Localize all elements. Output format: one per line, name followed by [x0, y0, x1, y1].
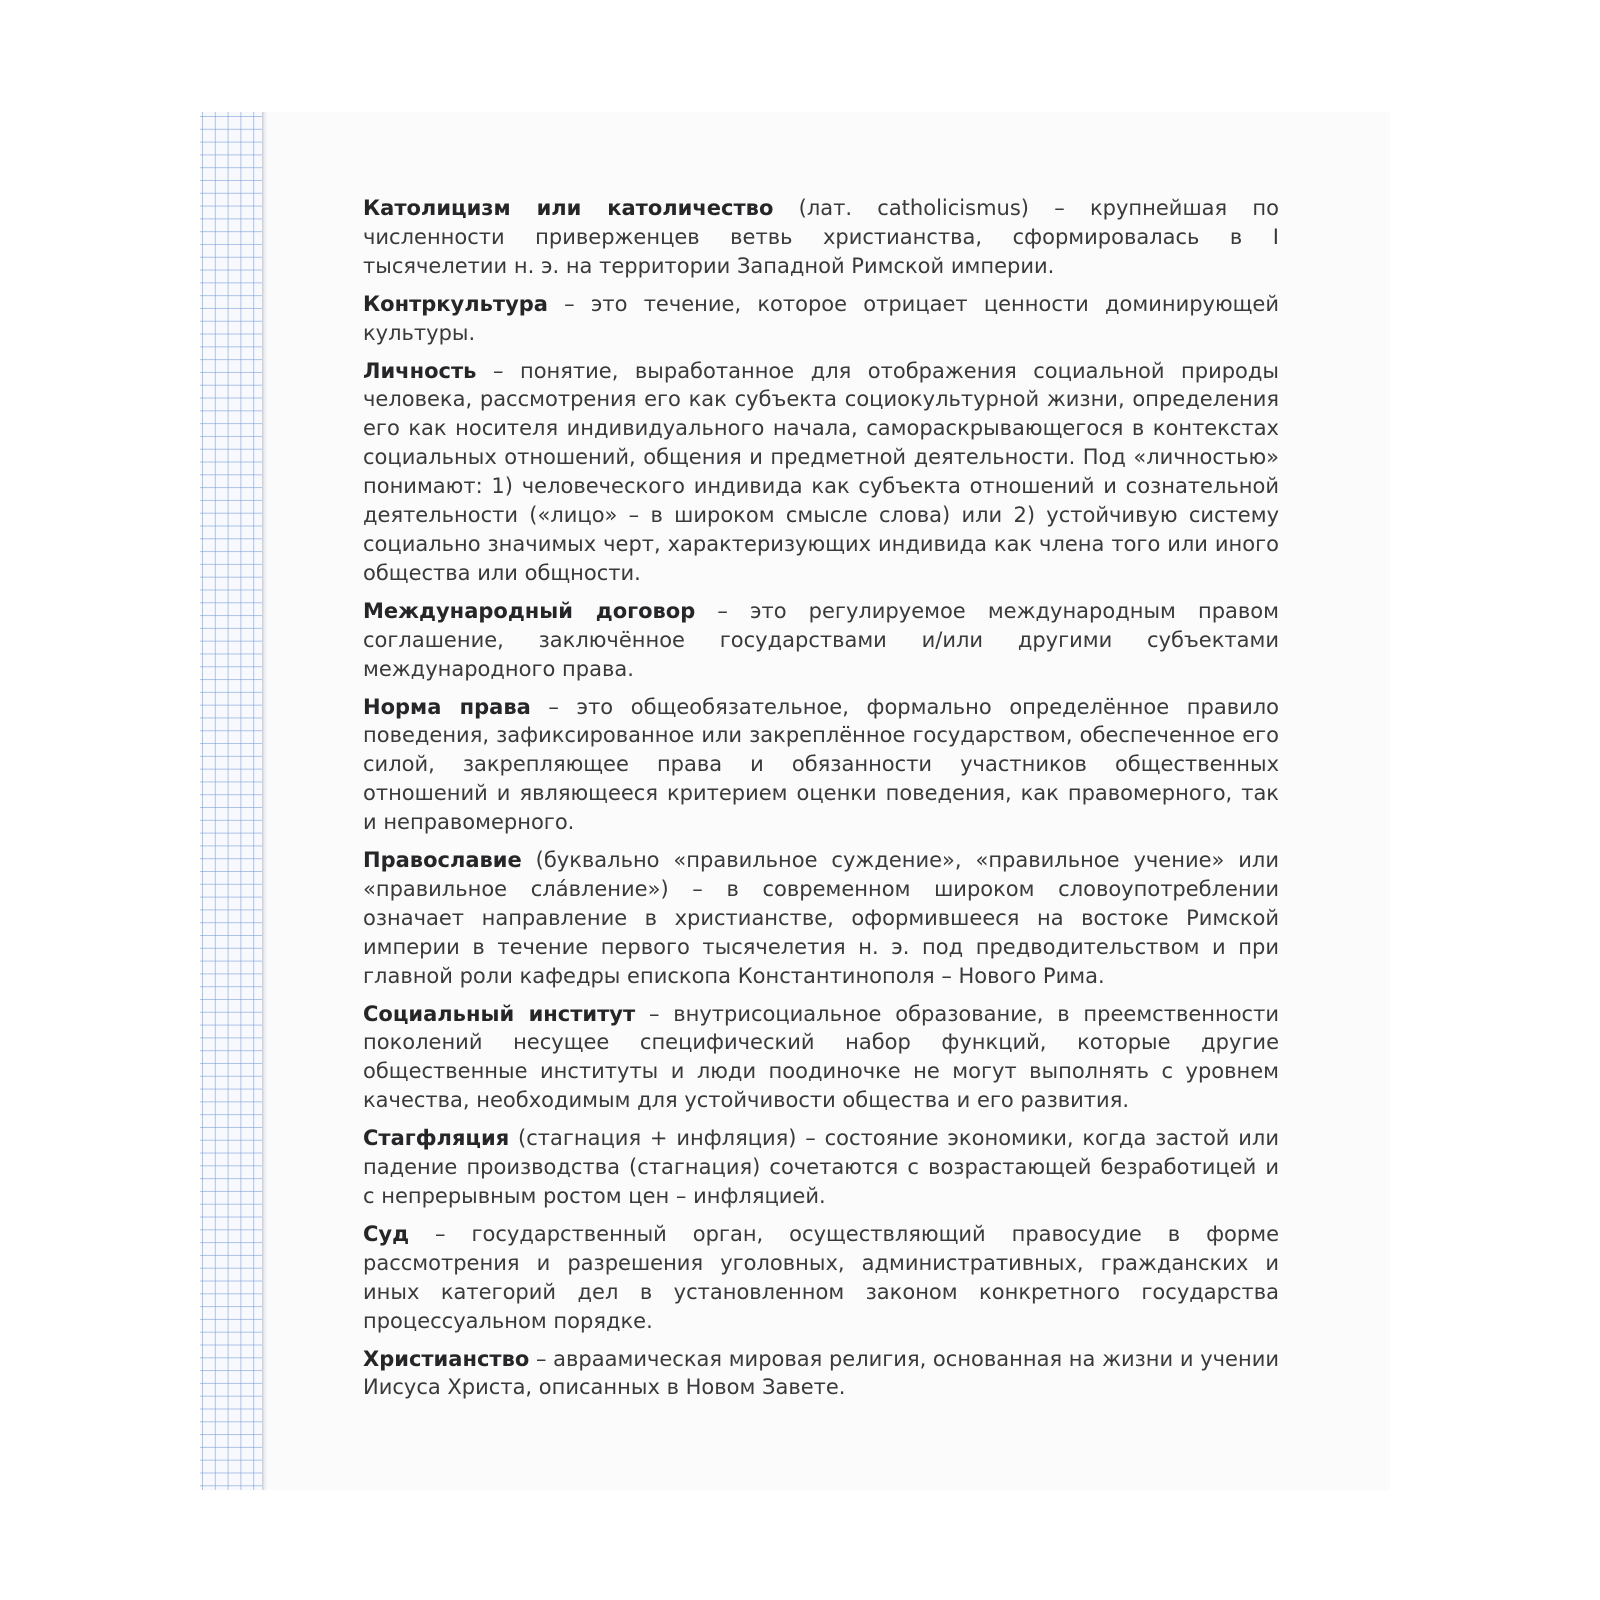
glossary-entry [363, 357, 1279, 588]
entry-term: Личность [363, 358, 477, 383]
entry-definition: – это общеобязательное, формально определённое правило поведения, зафиксированное или закреплённое государством, обеспеченное его силой, закрепляющее права и обязанности участников общественных отношений и являющееся критерием оценки поведения, как правомерного, так и неправомерного. [363, 694, 1280, 835]
entry-definition: – понятие, выработанное для отображения социальной природы человека, рассмотрения его как субъекта социокультурной жизни, определения его как носителя индивидуального начала, самораскрывающегося в контекстах социальных отношений, общения и предметной деятельности. Под «личностью» понимают: 1) человеческого индивида как субъекта отношений и сознательной деятельности («лицо» – в широком смысле слова) или 2) устойчивую систему социально значимых черт, характеризующих индивида как члена того или иного общества или общности. [363, 358, 1279, 585]
glossary-entry [363, 1124, 1279, 1211]
entry-term: Международный договор [363, 598, 696, 623]
notebook-page [200, 112, 1390, 1490]
entry-term: Православие [363, 848, 522, 873]
glossary-entry [363, 1345, 1279, 1403]
glossary-entry [363, 597, 1279, 684]
entry-definition: (стагнация + инфляция) – состояние экономики, когда застой или падение производства (стагнация) сочетаются с возрастающей безработицей и с непрерывным ростом цен – инфляцией. [363, 1126, 1279, 1208]
entry-definition: – авраамическая мировая религия, основанная на жизни и учении Иисуса Христа, описанных в Новом Завете. [363, 1346, 1279, 1400]
entry-definition: – внутрисоциальное образование, в преемственности поколений несущее специфический набор функций, которые другие общественные институты и люди поодиночке не могут выполнять с уровнем качества, необходимым для устойчивости общества и его развития. [363, 1001, 1279, 1113]
glossary-entry [363, 290, 1279, 348]
glossary-entry [363, 693, 1279, 838]
glossary-entry [363, 846, 1279, 991]
entry-definition: (лат. catholicismus) – крупнейшая по численности приверженцев ветвь христианства, сформировалась в I тысячелетии н. э. на территории Западной Римской империи. [363, 196, 1279, 278]
entry-term: Суд [363, 1221, 410, 1246]
glossary-entry [363, 1000, 1279, 1116]
entry-definition: – государственный орган, осуществляющий правосудие в форме рассмотрения и разрешения уголовных, административных, гражданских и иных категорий дел в установленном законом конкретного государства процессуальном порядке. [363, 1221, 1279, 1333]
entry-term: Контркультура [363, 291, 548, 316]
entry-term: Социальный институт [363, 1001, 636, 1026]
entry-definition: – это течение, которое отрицает ценности доминирующей культуры. [363, 291, 1279, 345]
entry-term: Христианство [363, 1346, 530, 1371]
glossary-entry [363, 1220, 1279, 1336]
entry-term: Стагфляция [363, 1126, 510, 1151]
entry-term: Норма права [363, 694, 531, 719]
glossary-text [363, 194, 1279, 1411]
page-edge [262, 112, 268, 1490]
entry-definition: – это регулируемое международным правом соглашение, заключённое государствами и/или другими субъектами международного права. [363, 598, 1279, 681]
glossary-entry [363, 194, 1279, 281]
entry-term: Католицизм или католичество [363, 196, 774, 220]
graph-paper-strip [200, 112, 264, 1490]
entry-definition: (буквально «правильное суждение», «правильное учение» или «правильное сла́вление») – в современном широком словоупотреблении означает направление в христианстве, оформившееся на востоке Римской империи в течение первого тысячелетия н. э. под предводительством и при главной роли кафедры епископа Константинополя – Нового Рима. [363, 848, 1279, 988]
